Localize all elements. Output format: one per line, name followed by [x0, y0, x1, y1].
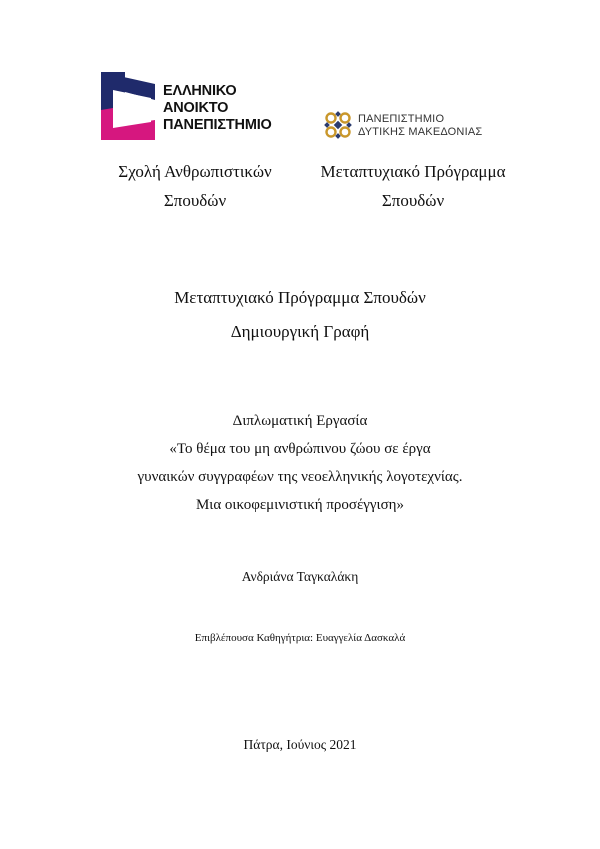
eap-logo-text: [163, 83, 272, 134]
eap-logo-mark-icon: [97, 70, 161, 142]
uowm-logo-line-2: ΔΥΤΙΚΗΣ ΜΑΚΕΔΟΝΙΑΣ: [358, 126, 483, 138]
uowm-logo-line-1: ΠΑΝΕΠΙΣΤΗΜΙΟ: [358, 113, 445, 125]
school-name-line-2: Σπουδών: [163, 191, 227, 210]
author-name: Ανδριάνα Ταγκαλάκη: [241, 569, 359, 584]
eap-logo-line-3: ΠΑΝΕΠΙΣΤΗΜΙΟ: [163, 117, 272, 133]
thesis-title-line-1: «Το θέμα του μη ανθρώπινου ζώου σε έργα: [169, 441, 431, 457]
thesis-title-line-2: γυναικών συγγραφέων της νεοελληνικής λογοτεχνίας.: [137, 469, 463, 485]
eap-logo: [97, 70, 287, 142]
thesis-type: Διπλωματική Εργασία: [232, 413, 368, 429]
program-title-line-1: Μεταπτυχιακό Πρόγραμμα Σπουδών: [174, 288, 426, 307]
eap-logo-line-2: ΑΝΟΙΚΤΟ: [163, 100, 229, 116]
uowm-logo-text: [358, 113, 482, 139]
program-title: [0, 281, 600, 349]
uowm-logo-mark-icon: [323, 110, 353, 140]
program-header: [308, 157, 518, 215]
uowm-logo: [323, 110, 513, 142]
thesis-block: [0, 407, 600, 519]
place-date: Πάτρα, Ιούνιος 2021: [243, 737, 357, 752]
school-name: [100, 157, 290, 215]
school-name-line-1: Σχολή Ανθρωπιστικών: [118, 162, 272, 181]
supervisor: Επιβλέπουσα Καθηγήτρια: Ευαγγελία Δασκαλά: [194, 632, 406, 644]
program-header-line-1: Μεταπτυχιακό Πρόγραμμα: [320, 162, 506, 181]
program-title-line-2: Δημιουργική Γραφή: [230, 322, 370, 341]
program-header-line-2: Σπουδών: [381, 191, 445, 210]
thesis-title-line-3: Μια οικοφεμινιστική προσέγγιση»: [195, 497, 405, 513]
eap-logo-line-1: ΕΛΛΗΝΙΚΟ: [163, 83, 237, 99]
